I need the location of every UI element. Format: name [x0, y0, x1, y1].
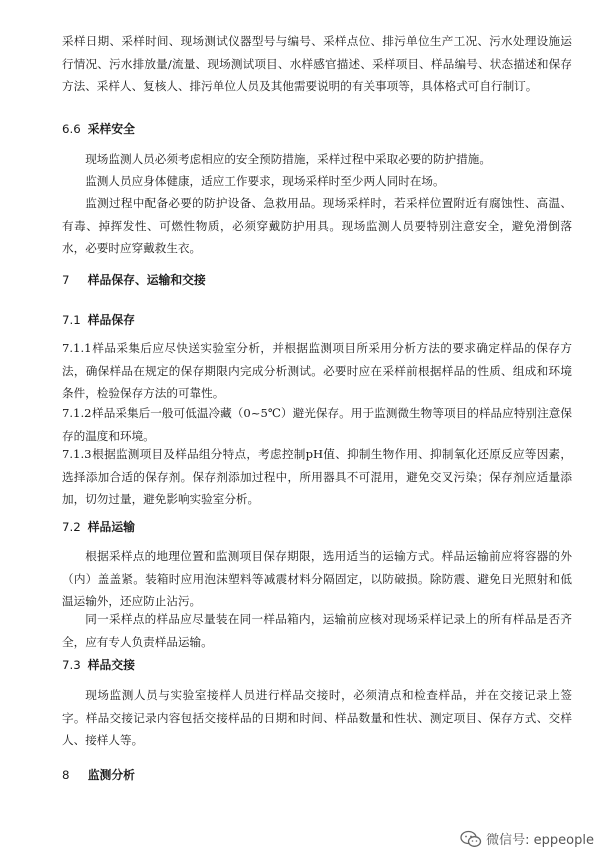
clause-number: 7.1.1	[62, 341, 92, 355]
section-7-3-heading	[62, 656, 135, 674]
section-6-6-heading	[62, 120, 135, 138]
clause-text: 根据监测项目及样品组分特点，考虑控制pH值、抑制生物作用、抑制氧化还原反应等因素，选择添加合适的保存剂。保存剂添加过程中，所用器具不可混用，避免交叉污染；保存剂应适量添加，切勿过量，避免影响实验室分析。	[62, 447, 572, 506]
intro-paragraph: 采样日期、采样时间、现场测试仪器型号与编号、采样点位、排污单位生产工况、污水处理设施运行情况、污水排放量/流量、现场测试项目、水样感官描述、采样项目、样品编号、状态描述和保存方法、采样人、复核人、排污单位人员及其他需要说明的有关事项等，具体格式可自行制订。	[62, 34, 572, 93]
section-number: 8	[62, 768, 70, 782]
section-7-1-heading	[62, 311, 135, 329]
section-number: 7	[62, 273, 70, 287]
clause-text: 样品采集后应尽快送实验室分析，并根据监测项目所采用分析方法的要求确定样品的保存方法，确保样品在规定的保存期限内完成分析测试。必要时应在采样前根据样品的性质、组成和环境条件，检验保存方法的可靠性。	[62, 341, 572, 400]
section-7-heading	[62, 271, 206, 289]
section-8-heading	[62, 766, 135, 784]
wechat-watermark	[460, 829, 594, 848]
paragraph: 现场监测人员与实验室接样人员进行样品交接时，必须清点和检查样品，并在交接记录上签字。样品交接记录内容包括交接样品的日期和时间、样品数量和性状、测定项目、保存方式、交样人、接样人等。	[62, 688, 572, 747]
paragraph: 监测过程中配备必要的防护设备、急救用品。现场采样时，若采样位置附近有腐蚀性、高温、有毒、掉挥发性、可燃性物质，必须穿戴防护用具。现场监测人员要特别注意安全，避免滑倒落水，必要时应穿戴救生衣。	[62, 196, 572, 255]
section-number: 6.6	[62, 122, 81, 136]
clause-number: 7.1.3	[62, 447, 92, 461]
paragraph: 同一采样点的样品应尽量装在同一样品箱内，运输前应核对现场采样记录上的所有样品是否齐全，应有专人负责样品运输。	[62, 612, 572, 649]
section-number: 7.1	[62, 313, 81, 327]
wechat-icon	[460, 830, 482, 848]
section-number: 7.3	[62, 658, 81, 672]
section-title: 样品交接	[87, 658, 135, 672]
clause-number: 7.1.2	[62, 406, 92, 420]
section-title: 样品运输	[87, 520, 135, 534]
section-title: 样品保存、运输和交接	[87, 273, 206, 287]
clause-7-1-2	[62, 402, 572, 447]
paragraph: 监测人员应身体健康，适应工作要求，现场采样时至少两人同时在场。	[85, 174, 445, 188]
section-7-2-heading	[62, 518, 135, 536]
paragraph: 根据采样点的地理位置和监测项目保存期限，选用适当的运输方式。样品运输前应将容器的外（内）盖盖紧。装箱时应用泡沫塑料等减震材料分隔固定，以防破损。除防震、避免日光照射和低温运输外，还应防止沾污。	[62, 549, 572, 608]
section-title: 采样安全	[87, 122, 135, 136]
clause-text: 样品采集后一般可低温冷藏（0~5℃）避光保存。用于监测微生物等项目的样品应特别注意保存的温度和环境。	[62, 406, 572, 443]
watermark-text: 微信号: eppeople	[486, 833, 594, 848]
section-number: 7.2	[62, 520, 81, 534]
section-title: 监测分析	[87, 768, 135, 782]
clause-7-1-1	[62, 337, 572, 405]
clause-7-1-3	[62, 443, 572, 511]
section-title: 样品保存	[87, 313, 135, 327]
paragraph: 现场监测人员必须考虑相应的安全预防措施，采样过程中采取必要的防护措施。	[85, 152, 491, 166]
